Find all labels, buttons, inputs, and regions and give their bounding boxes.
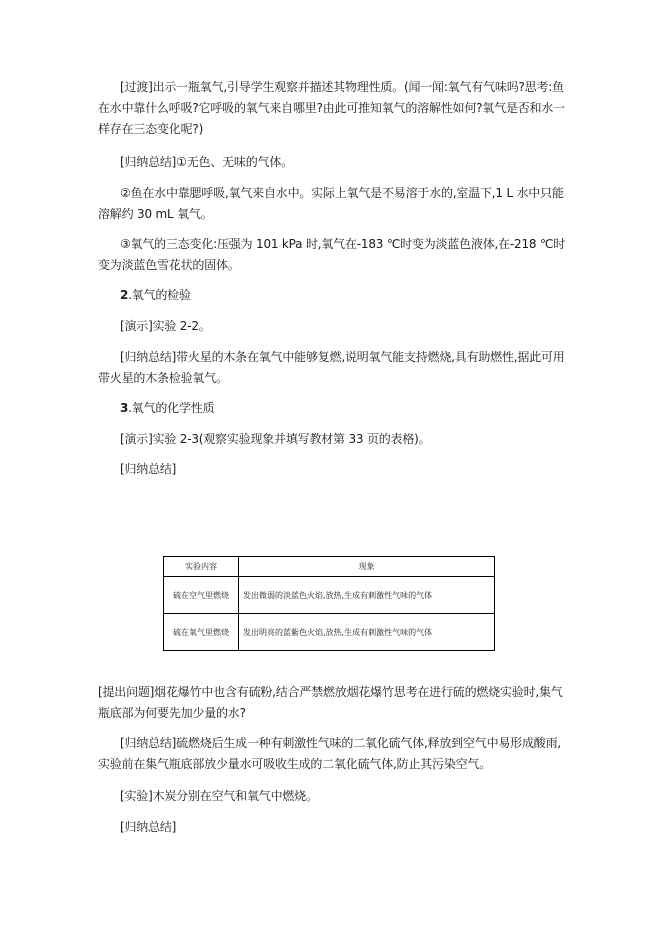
table-cell: 硫在空气里燃烧 xyxy=(164,577,239,614)
table-header-phenomenon: 现象 xyxy=(239,557,495,577)
paragraph-summary-7: [归纳总结] xyxy=(120,820,177,834)
paragraph-summary-5: [归纳总结] xyxy=(120,462,177,476)
table-row xyxy=(164,577,495,614)
section-heading-chemical-properties xyxy=(98,398,568,419)
table-cell: 硫在氧气里燃烧 xyxy=(164,614,239,651)
paragraph-summary-4: [归纳总结]带火星的木条在氧气中能够复燃,说明氧气能支持燃烧,具有助燃性,据此可用带火星的木条检验氧气。 xyxy=(98,350,565,385)
experiment-table xyxy=(163,556,495,651)
table-cell: 发出明亮的蓝紫色火焰,放热,生成有刺激性气味的气体 xyxy=(239,614,495,651)
paragraph-transition: [过渡]出示一瓶氧气,引导学生观察并描述其物理性质。(闻一闻:氧气有气味吗?思考:鱼在水中靠什么呼吸?它呼吸的氧气来自哪里?由此可推知氧气的溶解性如何?氧气是否和水一样存在三态变化呢?) xyxy=(98,80,565,136)
section-heading-oxygen-test xyxy=(98,285,568,306)
table-header-content: 实验内容 xyxy=(164,557,239,577)
paragraph-summary-3: ③氧气的三态变化:压强为 101 kPa 时,氧气在-183 ℃时变为淡蓝色液体,在-218 ℃时变为淡蓝色雪花状的固体。 xyxy=(98,237,566,272)
paragraph-summary-1: [归纳总结]①无色、无味的气体。 xyxy=(120,155,293,169)
paragraph-question: [提出问题]烟花爆竹中也含有硫粉,结合严禁燃放烟花爆竹思考在进行硫的燃烧实验时,集气瓶底部为何要先加少量的水? xyxy=(98,685,563,720)
section-title: .氧气的检验 xyxy=(128,288,191,302)
paragraph-demo-2-3: [演示]实验 2-3(观察实验现象并填写教材第 33 页的表格)。 xyxy=(120,432,431,446)
section-title: .氧气的化学性质 xyxy=(128,401,215,415)
section-number: 2 xyxy=(120,288,129,302)
section-number: 3 xyxy=(120,401,129,415)
table-row xyxy=(164,614,495,651)
paragraph-summary-6: [归纳总结]硫燃烧后生成一种有刺激性气味的二氧化硫气体,释放到空气中易形成酸雨,实验前在集气瓶底部放少量水可吸收生成的二氧化硫气体,防止其污染空气。 xyxy=(98,736,561,771)
paragraph-experiment-charcoal: [实验]木炭分别在空气和氧气中燃烧。 xyxy=(120,789,318,803)
paragraph-demo-2-2: [演示]实验 2-2。 xyxy=(120,319,211,333)
table-cell: 发出微弱的淡蓝色火焰,放热,生成有刺激性气味的气体 xyxy=(239,577,495,614)
paragraph-summary-2: ②鱼在水中靠腮呼吸,氧气来自水中。实际上氧气是不易溶于水的,室温下,1 L 水中只能溶解约 30 mL 氧气。 xyxy=(98,186,564,221)
